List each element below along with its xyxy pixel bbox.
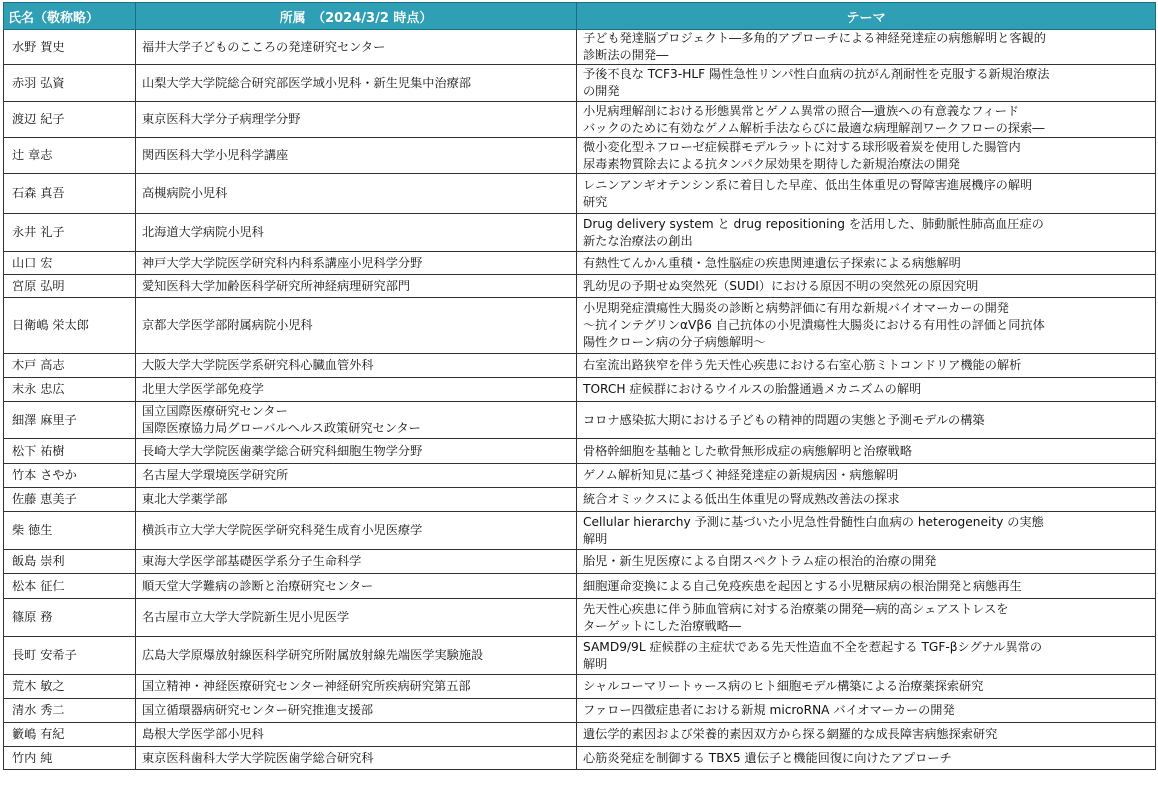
- researcher-name: 佐藤 恵美子: [4, 488, 136, 512]
- researcher-name: 辻 章志: [4, 138, 136, 174]
- researcher-affiliation: [136, 439, 577, 464]
- theme-line: シャルコーマリートゥース病のヒト細胞モデル構築による治療薬探索研究: [583, 679, 984, 693]
- research-theme: [577, 439, 1156, 464]
- researcher-name: 末永 忠広: [4, 378, 136, 402]
- table-row: [4, 174, 1156, 214]
- research-theme: [577, 402, 1156, 439]
- research-theme: [577, 488, 1156, 512]
- theme-line: TORCH 症候群におけるウイルスの胎盤通過メカニズムの解明: [583, 382, 922, 396]
- research-theme: [577, 298, 1156, 354]
- research-theme: [577, 138, 1156, 174]
- theme-line: 先天性心疾患に伴う肺血管病に対する治療薬の開発―病的高シェアストレスを: [583, 601, 1009, 616]
- table-row: [4, 298, 1156, 354]
- theme-line: 解明: [583, 656, 608, 671]
- theme-line: 予後不良な TCF3-HLF 陽性急性リンパ性白血病の抗がん剤耐性を克服する新規治療法: [583, 67, 1050, 81]
- theme-line: 骨格幹細胞を基軸とした軟骨無形成症の病態解明と治療戦略: [583, 443, 913, 458]
- affiliation-line: 東京医科歯科大学大学院医歯学総合研究科: [142, 750, 374, 765]
- researcher-affiliation: [136, 699, 577, 723]
- researcher-affiliation: [136, 599, 577, 637]
- affiliation-line: 島根大学医学部小児科: [142, 727, 264, 741]
- research-theme: [577, 378, 1156, 402]
- table-row: [4, 252, 1156, 275]
- researcher-name: 籔嶋 有紀: [4, 723, 136, 747]
- theme-line: の開発: [583, 84, 620, 98]
- research-theme: [577, 174, 1156, 214]
- research-theme: [577, 550, 1156, 574]
- table-row: [4, 138, 1156, 174]
- theme-line: ～抗インテグリンαVβ6 自己抗体の小児潰瘍性大腸炎における有用性の評価と同抗体: [583, 318, 1045, 332]
- affiliation-line: 国立精神・神経医療研究センター神経研究所疾病研究第五部: [142, 679, 471, 693]
- researcher-affiliation: [136, 174, 577, 214]
- affiliation-line: 神戸大学大学院医学研究科内科系講座小児科学分野: [142, 255, 423, 270]
- theme-line: 遺伝学的素因および栄養的素因双方から探る網羅的な成長障害病態探索研究: [583, 727, 998, 741]
- researcher-affiliation: [136, 354, 577, 378]
- theme-line: バックのために有効なゲノム解析手法ならびに最適な病理解剖ワークフローの探索―: [583, 120, 1045, 135]
- research-theme: [577, 574, 1156, 599]
- affiliation-line: 愛知医科大学加齢医科学研究所神経病理研究部門: [142, 278, 411, 293]
- affiliation-line: 京都大学医学部附属病院小児科: [142, 318, 313, 332]
- table-row: [4, 675, 1156, 699]
- researcher-name: 松下 祐樹: [4, 439, 136, 464]
- research-theme: [577, 637, 1156, 675]
- researcher-affiliation: [136, 488, 577, 512]
- affiliation-line: 東北大学薬学部: [142, 492, 228, 506]
- researcher-name: 山口 宏: [4, 252, 136, 275]
- affiliation-line: 山梨大学大学院総合研究部医学域小児科・新生児集中治療部: [142, 75, 472, 90]
- research-theme: [577, 723, 1156, 747]
- research-theme: [577, 464, 1156, 488]
- affiliation-line: 北里大学医学部免疫学: [142, 382, 264, 396]
- theme-line: 尿毒素物質除去による抗タンパク尿効果を期待した新規治療法の開発: [583, 156, 960, 171]
- researcher-name: 竹内 純: [4, 747, 136, 770]
- theme-line: SAMD9/9L 症候群の主症状である先天性造血不全を惹起する TGF-βシグナル異常の: [583, 639, 1043, 654]
- table-row: [4, 30, 1156, 65]
- research-theme: [577, 512, 1156, 550]
- affiliation-line: 高槻病院小児科: [142, 186, 228, 200]
- table-row: [4, 637, 1156, 675]
- researcher-affiliation: [136, 30, 577, 65]
- theme-line: 胎児・新生児医療による自閉スペクトラム症の根治的治療の開発: [583, 554, 937, 568]
- table-row: [4, 747, 1156, 770]
- researcher-name: 赤羽 弘資: [4, 65, 136, 102]
- researcher-name: 宮原 弘明: [4, 275, 136, 298]
- research-theme: [577, 252, 1156, 275]
- researcher-affiliation: [136, 138, 577, 174]
- table-row: [4, 699, 1156, 723]
- researcher-name: 渡辺 紀子: [4, 102, 136, 138]
- researcher-affiliation: [136, 637, 577, 675]
- research-theme: [577, 354, 1156, 378]
- table-row: [4, 464, 1156, 488]
- researcher-name: 篠原 務: [4, 599, 136, 637]
- researcher-affiliation: [136, 512, 577, 550]
- table-row: [4, 512, 1156, 550]
- affiliation-line: 国立国際医療研究センター: [142, 404, 288, 418]
- research-theme: [577, 102, 1156, 138]
- table-row: [4, 102, 1156, 138]
- research-theme: [577, 275, 1156, 298]
- header-affiliation: 所属 （2024/3/2 時点）: [136, 3, 577, 30]
- research-theme: [577, 675, 1156, 699]
- affiliation-line: 名古屋市立大学大学院新生児小児医学: [142, 610, 350, 624]
- researcher-name: 長町 安希子: [4, 637, 136, 675]
- theme-line: 右室流出路狭窄を伴う先天性心疾患における右室心筋ミトコンドリア機能の解析: [583, 358, 1022, 372]
- researcher-name: 清水 秀二: [4, 699, 136, 723]
- theme-line: ゲノム解析知見に基づく神経発達症の新規病因・病態解明: [583, 468, 899, 482]
- table-row: [4, 65, 1156, 102]
- theme-line: 診断法の開発―: [583, 48, 669, 62]
- theme-line: レニンアンギオテンシン系に着目した早産、低出生体重児の腎障害進展機序の解明: [583, 177, 1033, 192]
- affiliation-line: 長崎大学大学院医歯薬学総合研究科細胞生物学分野: [142, 443, 423, 458]
- table-row: [4, 550, 1156, 574]
- researcher-affiliation: [136, 102, 577, 138]
- theme-line: 微小変化型ネフローゼ症候群モデルラットに対する球形吸着炭を使用した腸管内: [583, 139, 1021, 154]
- researcher-name: 松本 征仁: [4, 574, 136, 599]
- researcher-affiliation: [136, 65, 577, 102]
- theme-line: 子ども発達脳プロジェクト―多角的アプローチによる神経発達症の病態解明と客観的: [583, 31, 1046, 45]
- researcher-affiliation: [136, 252, 577, 275]
- theme-line: ターゲットにした治療戦略―: [583, 618, 741, 633]
- affiliation-line: 順天堂大学難病の診断と治療研究センター: [142, 578, 374, 593]
- researcher-affiliation: [136, 214, 577, 252]
- theme-line: ファロー四徴症患者における新規 microRNA バイオマーカーの開発: [583, 703, 955, 717]
- researcher-affiliation: [136, 675, 577, 699]
- theme-line: 心筋炎発症を制御する TBX5 遺伝子と機能回復に向けたアプローチ: [583, 750, 952, 765]
- theme-line: 解明: [583, 531, 608, 546]
- researcher-table: [3, 2, 1156, 770]
- research-theme: [577, 65, 1156, 102]
- researcher-name: 柴 徳生: [4, 512, 136, 550]
- header-theme: テーマ: [577, 3, 1156, 30]
- table-row: [4, 378, 1156, 402]
- table-row: [4, 599, 1156, 637]
- table-row: [4, 439, 1156, 464]
- researcher-name: 荒木 敏之: [4, 675, 136, 699]
- affiliation-line: 関西医科大学小児科学講座: [142, 148, 289, 162]
- researcher-affiliation: [136, 298, 577, 354]
- researcher-affiliation: [136, 550, 577, 574]
- affiliation-line: 横浜市立大学大学院医学研究科発生成育小児医療学: [142, 523, 423, 537]
- researcher-name: 竹本 さやか: [4, 464, 136, 488]
- research-theme: [577, 747, 1156, 770]
- researcher-affiliation: [136, 747, 577, 770]
- research-theme: [577, 214, 1156, 252]
- theme-line: 統合オミックスによる低出生体重児の腎成熟改善法の探求: [583, 492, 900, 506]
- affiliation-line: 広島大学原爆放射線医科学研究所附属放射線先端医学実験施設: [142, 648, 484, 662]
- theme-line: 研究: [583, 194, 608, 209]
- theme-line: 小児期発症潰瘍性大腸炎の診断と病勢評価に有用な新規バイオマーカーの開発: [583, 301, 1009, 315]
- theme-line: 陽性クローン病の分子病態解明～: [583, 335, 766, 349]
- affiliation-line: 東京医科大学分子病理学分野: [142, 112, 301, 126]
- researcher-affiliation: [136, 723, 577, 747]
- table-body: [4, 30, 1156, 770]
- researcher-affiliation: [136, 402, 577, 439]
- researcher-affiliation: [136, 378, 577, 402]
- researcher-name: 飯島 崇利: [4, 550, 136, 574]
- theme-line: Drug delivery system と drug repositioning を活用した、肺動脈性肺高血圧症の: [583, 216, 1044, 231]
- table-row: [4, 354, 1156, 378]
- researcher-name: 石森 真吾: [4, 174, 136, 214]
- table-row: [4, 275, 1156, 298]
- researcher-affiliation: [136, 275, 577, 298]
- theme-line: コロナ感染拡大期における子どもの精神的問題の実態と予測モデルの構築: [583, 412, 985, 427]
- researcher-affiliation: [136, 464, 577, 488]
- affiliation-line: 大阪大学大学院医学系研究科心臓血管外科: [142, 358, 374, 372]
- researcher-name: 水野 賀史: [4, 30, 136, 65]
- researcher-name: 日衛嶋 栄太郎: [4, 298, 136, 354]
- researcher-name: 永井 礼子: [4, 214, 136, 252]
- table-row: [4, 574, 1156, 599]
- theme-line: Cellular hierarchy 予測に基づいた小児急性骨髄性白血病の heterogeneity の実態: [583, 514, 1044, 529]
- theme-line: 新たな治療法の創出: [583, 233, 693, 248]
- theme-line: 乳幼児の予期せぬ突然死（SUDI）における原因不明の突然死の原因究明: [583, 278, 979, 293]
- table-row: [4, 402, 1156, 439]
- research-theme: [577, 699, 1156, 723]
- affiliation-line: 北海道大学病院小児科: [142, 225, 264, 239]
- affiliation-line: 国際医療協力局グローバルヘルス政策研究センター: [142, 421, 421, 435]
- researcher-name: 木戸 高志: [4, 354, 136, 378]
- affiliation-line: 名古屋大学環境医学研究所: [142, 468, 289, 482]
- researcher-name: 細澤 麻里子: [4, 402, 136, 439]
- researcher-affiliation: [136, 574, 577, 599]
- table-header-row: [4, 3, 1156, 30]
- affiliation-line: 国立循環器病研究センター研究推進支援部: [142, 703, 374, 717]
- table-row: [4, 723, 1156, 747]
- theme-line: 有熱性てんかん重積・急性脳症の疾患関連遺伝子探索による病態解明: [583, 255, 961, 270]
- affiliation-line: 東海大学医学部基礎医学系分子生命科学: [142, 554, 362, 568]
- header-name: 氏名（敬称略）: [4, 3, 136, 30]
- affiliation-line: 福井大学子どものこころの発達研究センター: [142, 39, 386, 54]
- research-theme: [577, 599, 1156, 637]
- theme-line: 小児病理解剖における形態異常とゲノム異常の照合―遺族への有意義なフィード: [583, 103, 1020, 118]
- research-theme: [577, 30, 1156, 65]
- table-row: [4, 488, 1156, 512]
- theme-line: 細胞運命変換による自己免疫疾患を起因とする小児糖尿病の根治開発と病態再生: [583, 578, 1022, 593]
- table-row: [4, 214, 1156, 252]
